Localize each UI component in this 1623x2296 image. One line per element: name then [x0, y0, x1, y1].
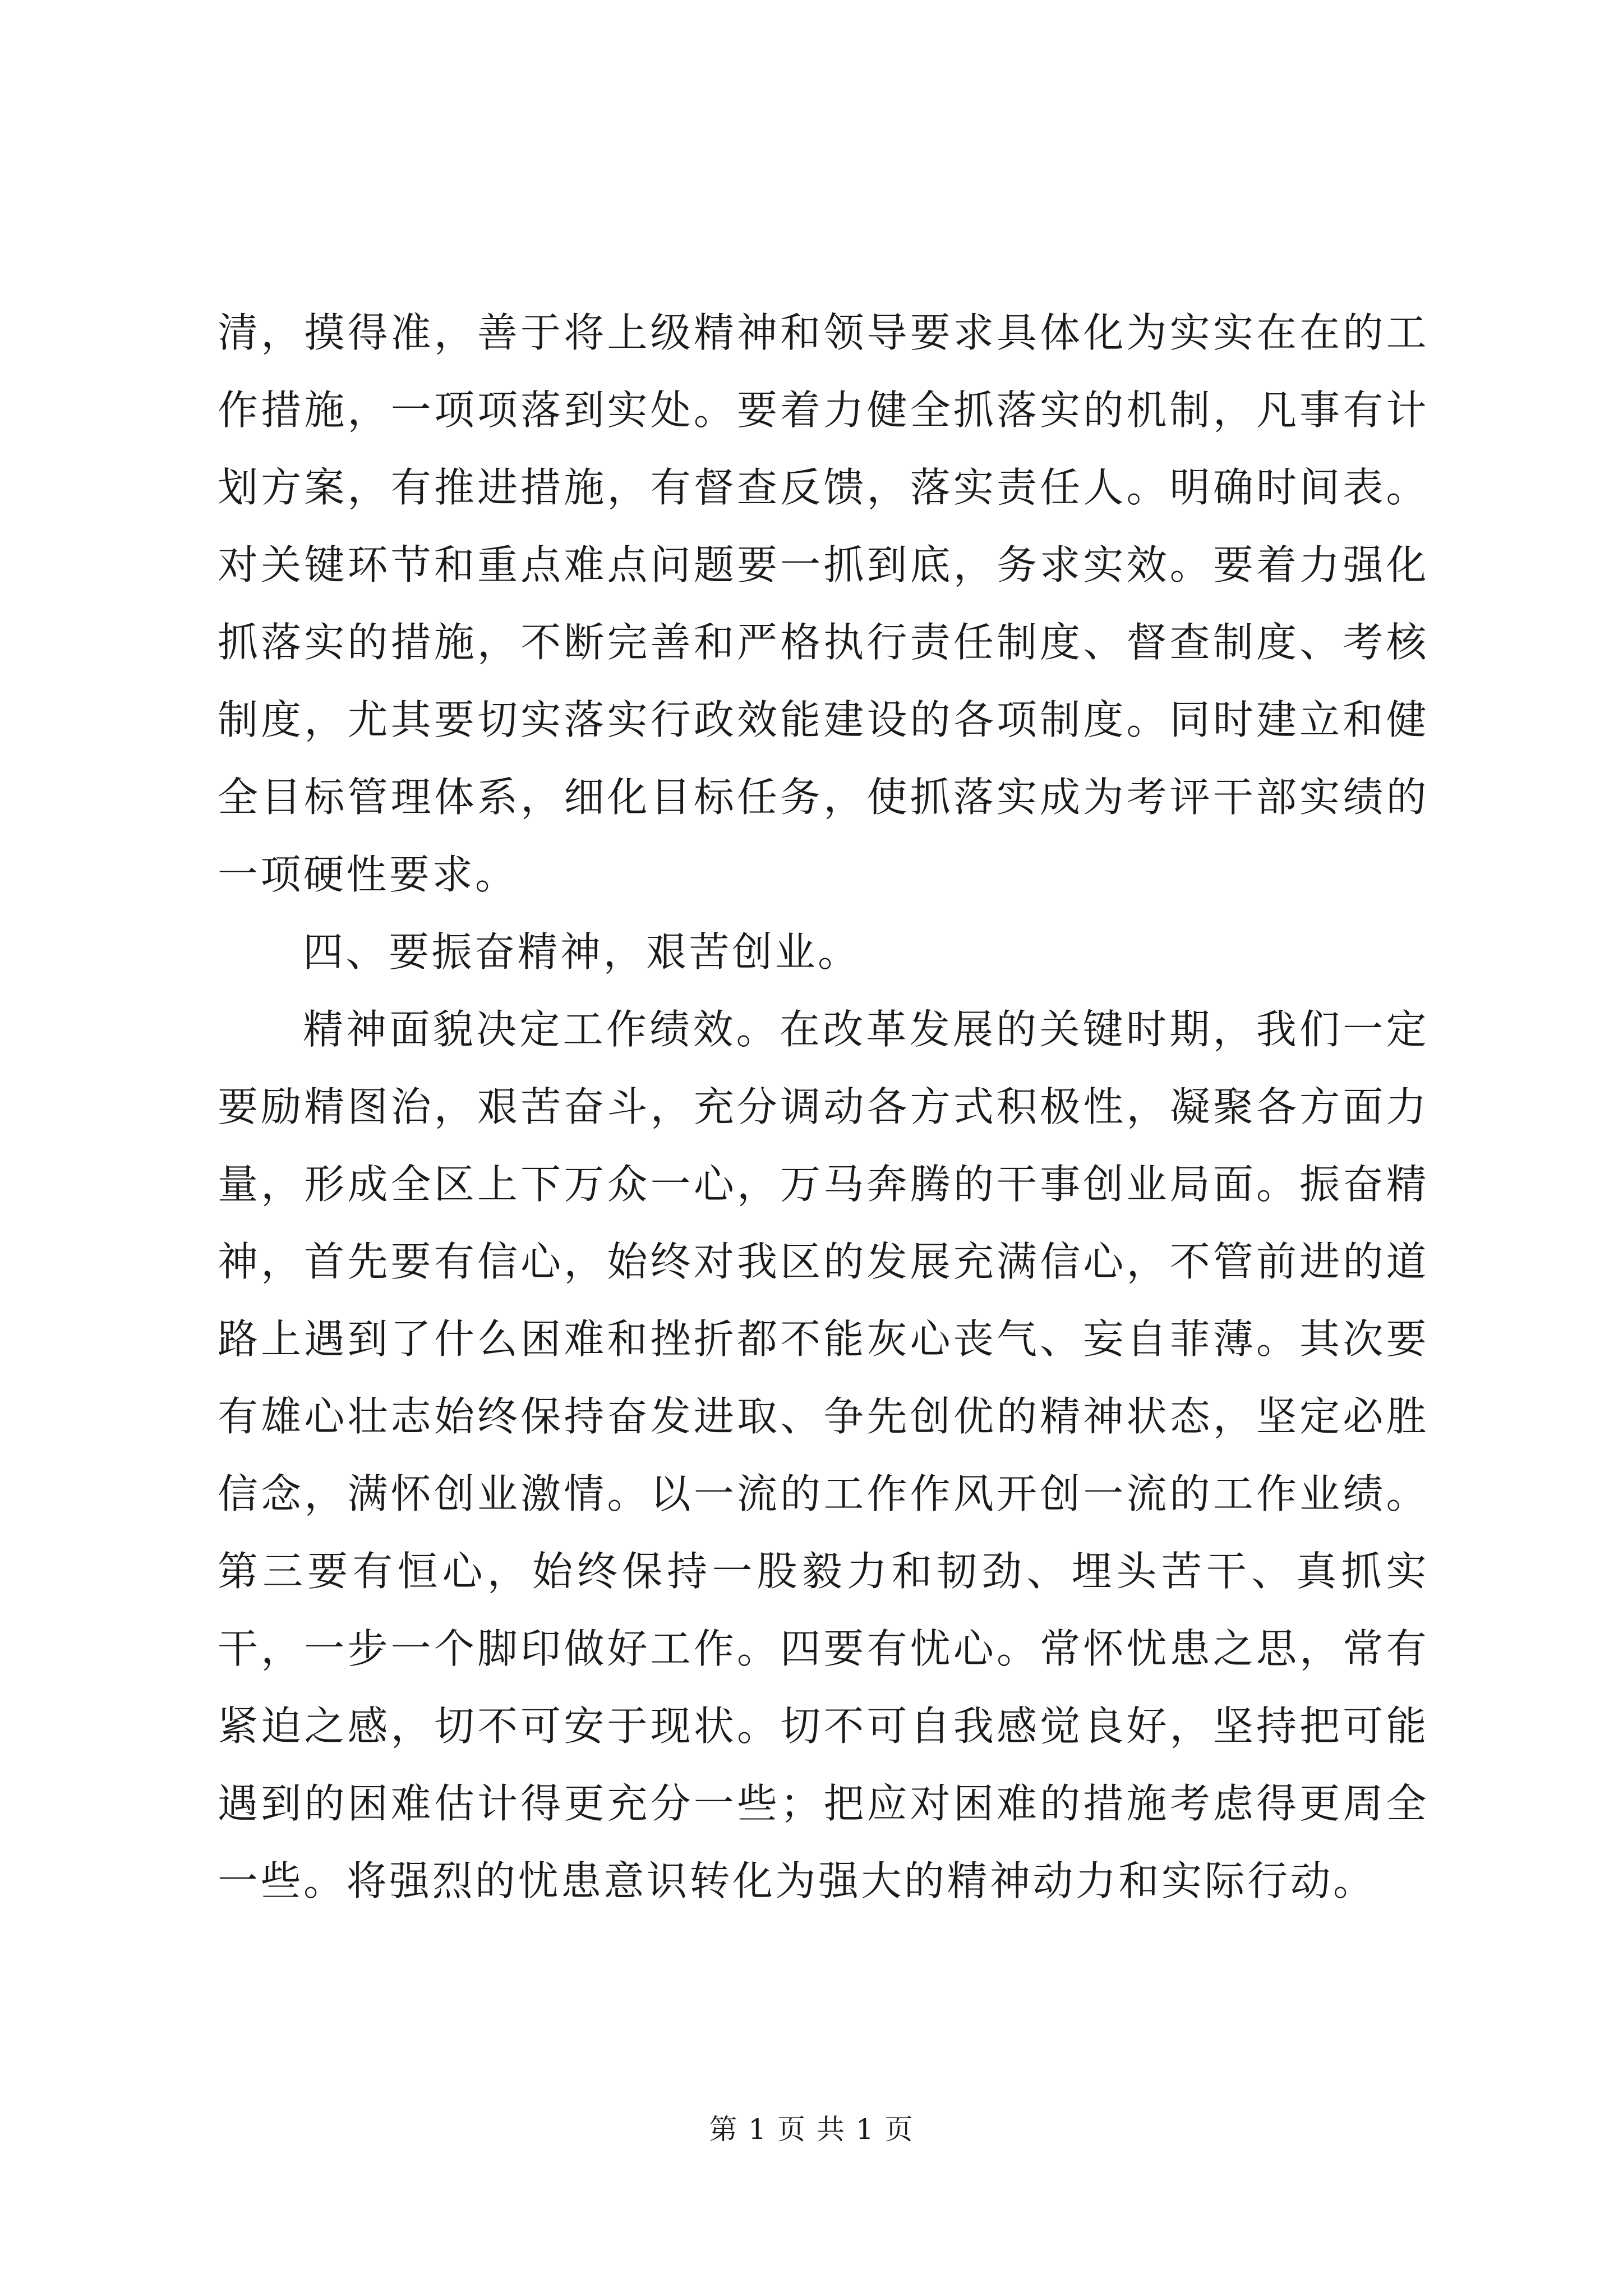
paragraph-continuation: 清，摸得准，善于将上级精神和领导要求具体化为实实在在的工作措施，一项项落到实处。要着力健全抓落实的机制，凡事有计划方案，有推进措施，有督查反馈，落实责任人。明确时间表。对关键环节和重点难点问题要一抓到底，务求实效。要着力强化抓落实的措施，不断完善和严格执行责任制度、督查制度、考核制度，尤其要切实落实行政效能建设的各项制度。同时建立和健全目标管理体系，细化目标任务，使抓落实成为考评干部实绩的一项硬性要求。 — [218, 309, 1429, 898]
paragraph: 精神面貌决定工作绩效。在改革发展的关键时期，我们一定要励精图治，艰苦奋斗，充分调动各方式积极性，凝聚各方面力量，形成全区上下万众一心，万马奔腾的干事创业局面。振奋精神，首先要有信心，始终对我区的发展充满信心，不管前进的道路上遇到了什么困难和挫折都不能灰心丧气、妄自菲薄。其次要有雄心壮志始终保持奋发进取、争先创优的精神状态，坚定必胜信念，满怀创业激情。以一流的工作作风开创一流的工作业绩。第三要有恒心，始终保持一股毅力和韧劲、埋头苦干、真抓实干，一步一个脚印做好工作。四要有忧心。常怀忧患之思，常有紧迫之感，切不可安于现状。切不可自我感觉良好，坚持把可能遇到的困难估计得更充分一些；把应对困难的措施考虑得更周全一些。将强烈的忧患意识转化为强大的精神动力和实际行动。 — [218, 1006, 1429, 1904]
document-body — [218, 294, 1429, 1920]
section-heading: 四、要振奋精神，艰苦创业。 — [303, 928, 861, 976]
page-number-footer: 第 1 页 共 1 页 — [709, 2113, 914, 2146]
